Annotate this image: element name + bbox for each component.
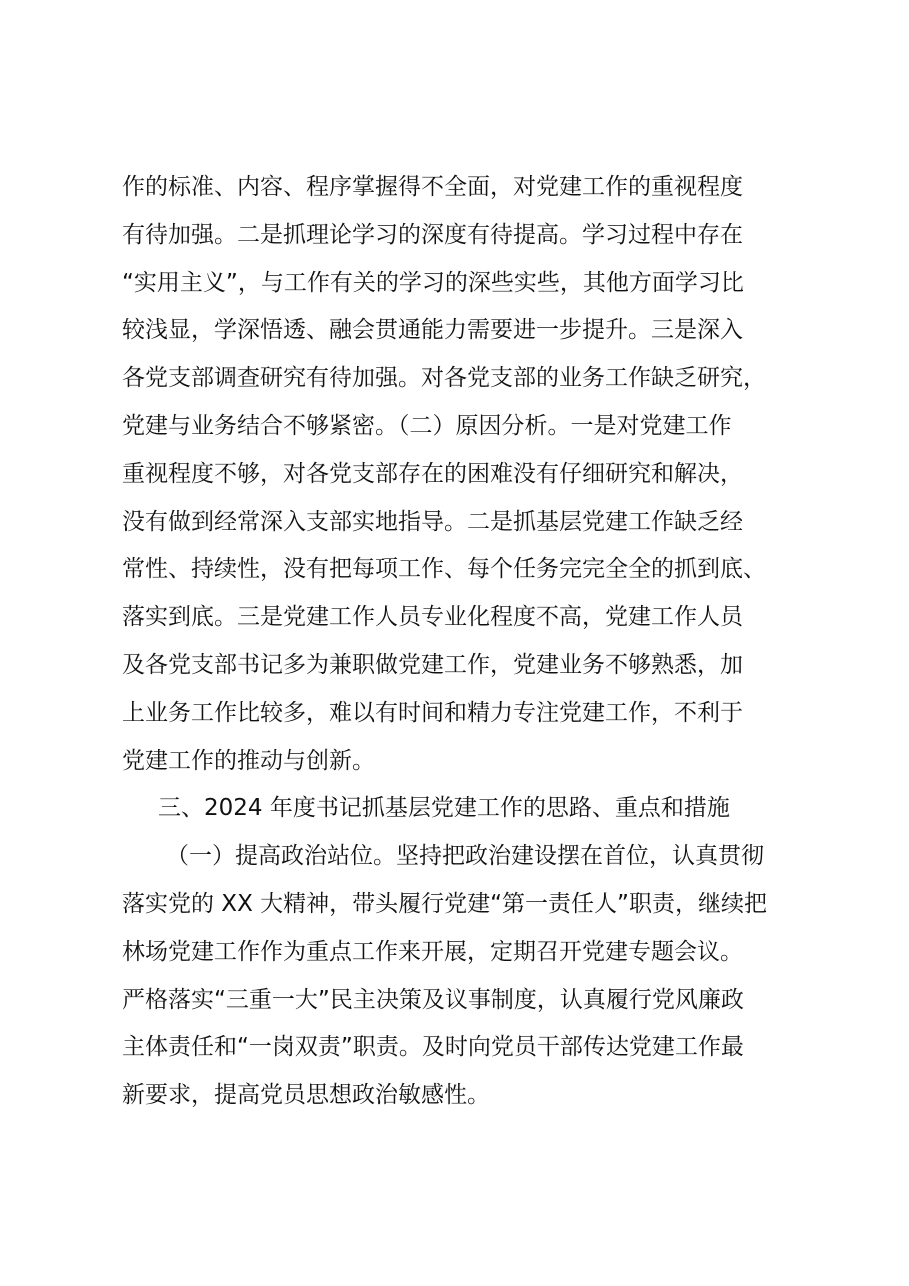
- text-line: “实用主义”，与工作有关的学习的深些实些，其他方面学习比: [122, 269, 744, 296]
- text-line: 主体责任和“一岗双责”职责。及时向党员干部传达党建工作最: [122, 1034, 744, 1061]
- text-line: 上业务工作比较多，难以有时间和精力专注党建工作，不利于: [122, 699, 743, 726]
- text-line: 严格落实“三重一大”民主决策及议事制度，认真履行党风廉政: [122, 986, 744, 1013]
- text-line: 作的标准、内容、程序掌握得不全面，对党建工作的重视程度: [122, 174, 743, 200]
- text-line: 林场党建工作作为重点工作来开展，定期召开党建专题会议。: [122, 938, 743, 965]
- section-heading: 三、2024 年度书记抓基层党建工作的思路、重点和措施: [158, 795, 730, 822]
- text-line: 党建与业务结合不够紧密。（二）原因分析。一是对党建工作: [122, 412, 732, 439]
- text-line: 没有做到经常深入支部实地指导。二是抓基层党建工作缺乏经: [122, 508, 743, 535]
- text-line: 落实到底。三是党建工作人员专业化程度不高，党建工作人员: [122, 604, 743, 631]
- text-line: （一）提高政治站位。坚持把政治建设摆在首位，认真贯彻: [166, 843, 764, 870]
- document-body: [122, 164, 812, 1120]
- text-line: 重视程度不够，对各党支部存在的困难没有仔细研究和解决，: [122, 460, 743, 487]
- text-line: 落实党的 XX 大精神，带头履行党建“第一责任人”职责，继续把: [122, 890, 767, 917]
- text-line: 新要求，提高党员思想政治敏感性。: [122, 1082, 490, 1109]
- text-line: 有待加强。二是抓理论学习的深度有待提高。学习过程中存在: [122, 221, 743, 248]
- text-line: 较浅显，学深悟透、融会贯通能力需要进一步提升。三是深入: [122, 317, 743, 344]
- text-line: 及各党支部书记多为兼职做党建工作，党建业务不够熟悉，加: [122, 651, 743, 678]
- text-line: 党建工作的推动与创新。: [122, 747, 375, 774]
- text-line: 常性、持续性，没有把每项工作、每个任务完完全全的抓到底、: [122, 556, 766, 583]
- text-line: 各党支部调查研究有待加强。对各党支部的业务工作缺乏研究，: [122, 365, 766, 392]
